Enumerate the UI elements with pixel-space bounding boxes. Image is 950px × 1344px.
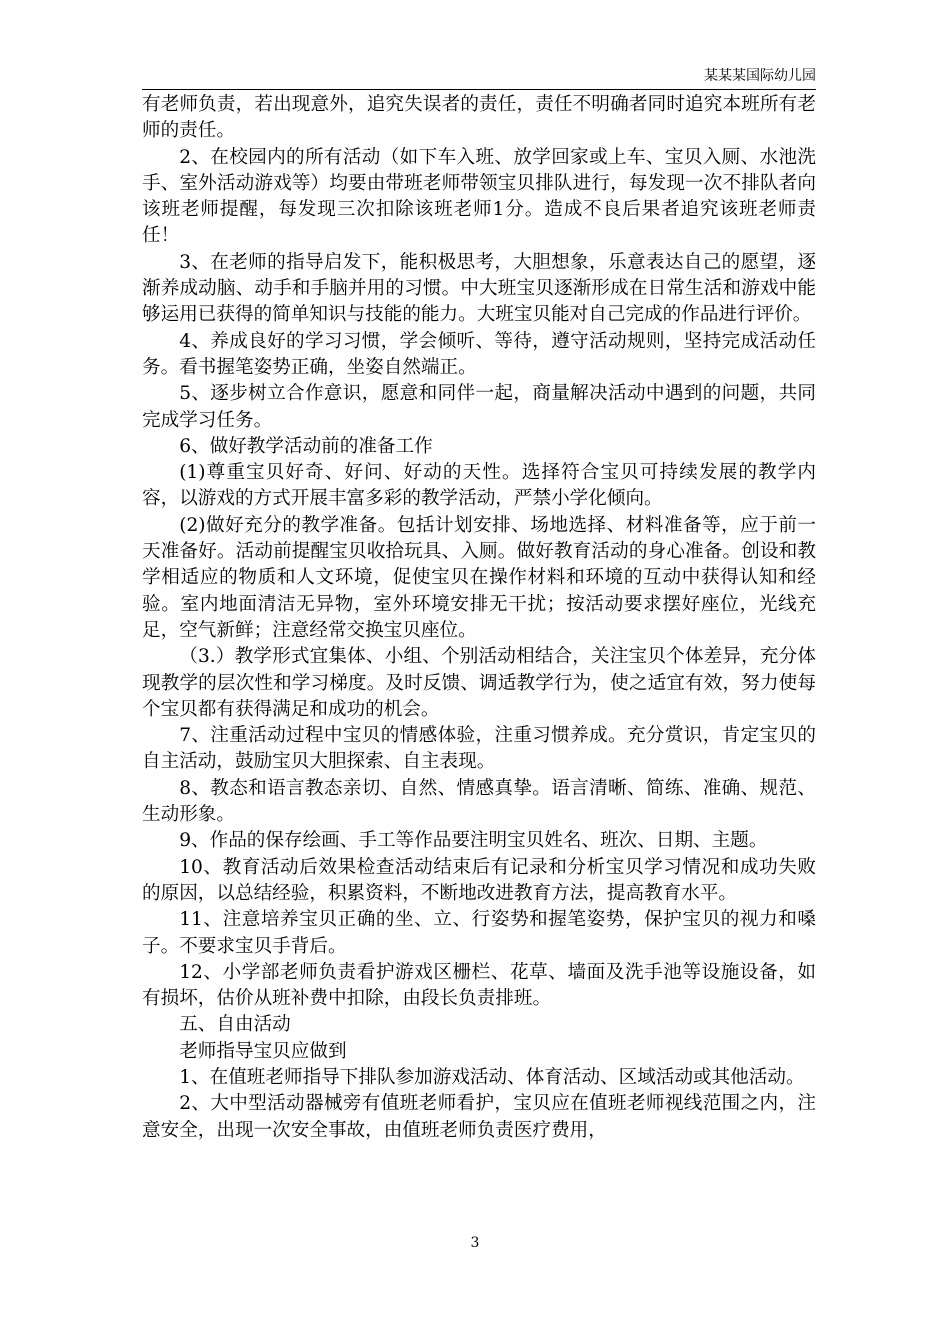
paragraph: 9、作品的保存绘画、手工等作品要注明宝贝姓名、班次、日期、主题。 <box>179 830 768 852</box>
paragraph: 4、养成良好的学习习惯，学会倾听、等待，遵守活动规则，坚持完成活动任务。看书握笔姿势正确，坐姿自然端正。 <box>142 330 816 378</box>
paragraph: 11、注意培养宝贝正确的坐、立、行姿势和握笔姿势，保护宝贝的视力和嗓子。不要求宝贝手背后。 <box>142 909 816 957</box>
page-header: 某某某国际幼儿园 <box>704 68 816 84</box>
page-number: 3 <box>470 1235 480 1251</box>
paragraph: 有老师负责，若出现意外，追究失误者的责任，责任不明确者同时追究本班所有老师的责任。 <box>142 94 816 142</box>
paragraph: 7、注重活动过程中宝贝的情感体验，注重习惯养成。充分赏识，肯定宝贝的自主活动，鼓励宝贝大胆探索、自主表现。 <box>142 725 816 773</box>
header-rule <box>142 89 816 90</box>
paragraph: （3.）教学形式宜集体、小组、个别活动相结合，关注宝贝个体差异，充分体现教学的层次性和学习梯度。及时反馈、调适教学行为，使之适宜有效，努力使每个宝贝都有获得满足和成功的机会。 <box>142 646 816 720</box>
document-body <box>142 92 816 1144</box>
paragraph: 五、自由活动 <box>179 1014 291 1036</box>
paragraph: 10、教育活动后效果检查活动结束后有记录和分析宝贝学习情况和成功失败的原因，以总结经验，积累资料，不断地改进教育方法，提高教育水平。 <box>142 856 816 904</box>
paragraph: 2、大中型活动器械旁有值班老师看护，宝贝应在值班老师视线范围之内，注意安全，出现一次安全事故，由值班老师负责医疗费用， <box>142 1093 816 1141</box>
paragraph: 老师指导宝贝应做到 <box>179 1040 347 1062</box>
paragraph: (2)做好充分的教学准备。包括计划安排、场地选择、材料准备等，应于前一天准备好。活动前提醒宝贝收拾玩具、入厕。做好教育活动的身心准备。创设和教学相适应的物质和人文环境，促使宝贝在操作材料和环境的互动中获得认知和经验。室内地面清洁无异物，室外环境安排无干扰；按活动要求摆好座位，光线充足，空气新鲜；注意经常交换宝贝座位。 <box>142 514 816 641</box>
paragraph: 2、在校园内的所有活动（如下车入班、放学回家或上车、宝贝入厕、水池洗手、室外活动游戏等）均要由带班老师带领宝贝排队进行，每发现一次不排队者向该班老师提醒，每发现三次扣除该班老师1分。造成不良后果者追究该班老师责任！ <box>142 146 816 247</box>
paragraph: (1)尊重宝贝好奇、好问、好动的天性。选择符合宝贝可持续发展的教学内容，以游戏的方式开展丰富多彩的教学活动，严禁小学化倾向。 <box>142 462 816 510</box>
paragraph: 5、逐步树立合作意识，愿意和同伴一起，商量解决活动中遇到的问题，共同完成学习任务。 <box>142 383 816 431</box>
paragraph: 6、做好教学活动前的准备工作 <box>179 435 433 457</box>
paragraph: 1、在值班老师指导下排队参加游戏活动、体育活动、区域活动或其他活动。 <box>179 1066 805 1088</box>
paragraph: 8、教态和语言教态亲切、自然、情感真挚。语言清晰、简练、准确、规范、生动形象。 <box>142 777 816 826</box>
paragraph: 3、在老师的指导启发下，能积极思考，大胆想象，乐意表达自己的愿望，逐渐养成动脑、动手和手脑并用的习惯。中大班宝贝逐渐形成在日常生活和游戏中能够运用已获得的简单知识与技能的能力。大班宝贝能对自己完成的作品进行评价。 <box>142 251 816 326</box>
paragraph: 12、小学部老师负责看护游戏区栅栏、花草、墙面及洗手池等设施设备，如有损坏，估价从班补费中扣除，由段长负责排班。 <box>142 961 816 1010</box>
